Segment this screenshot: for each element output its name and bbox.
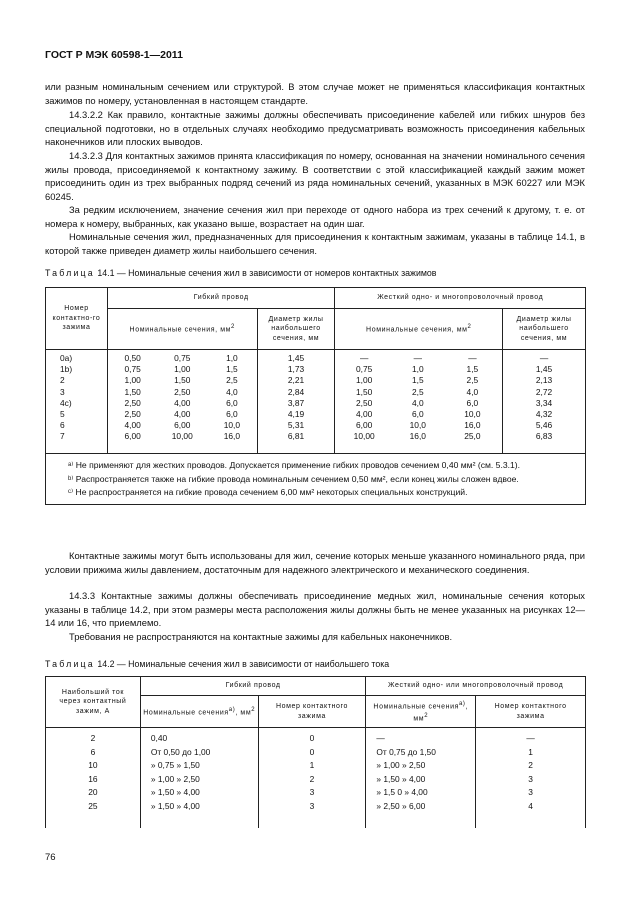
paragraph: Контактные зажимы могут быть использованы для жил, сечение которых меньше указанного номинального ряда, при условии прижима жилы давлением, достаточным для надежного электрического и механического соединения.: [45, 550, 585, 575]
col-flex-sections: 0,40 От 0,50 до 1,00 » 0,75 » 1,50 » 1,00 » 2,50 » 1,50 » 4,00 » 1,50 » 4,00: [140, 728, 258, 828]
col-number: 0a) 1b) 2 3 4c) 5 6 7: [46, 350, 108, 454]
footnote-a: ᵃ⁾ Не применяют для жестких проводов. Допускается применение гибких проводов сечением 0,40 мм² (см. 5.3.1).: [68, 460, 521, 470]
header-number: Номер контактно-го зажима: [46, 288, 108, 350]
header-sections: [335, 309, 503, 350]
col-rigid-1: — 0,75 1,00 1,50 2,50 4,00 6,00 10,00: [335, 350, 393, 454]
header-sup: 2: [467, 324, 472, 331]
header-footnote-mark: а): [459, 700, 466, 707]
header-rigid: Жесткий одно- или многопроволочный провод: [366, 677, 586, 696]
paragraph: 14.3.3 Контактные зажимы должны обеспечивать присоединение медных жил, номинальные сечения которых указаны в таблице 14.2, при этом размеры места расположения жилы должны быть не менее указанных на рисунках 12—14 или 16, что приемлемо.: [45, 590, 585, 628]
col-rigid-sections: — От 0,75 до 1,50 » 1,00 » 2,50 » 1,50 » 4,00 » 1,5 0 » 4,00 » 2,50 » 6,00: [366, 728, 476, 828]
table-caption: [45, 268, 436, 278]
col-rigid-clamp: — 1 2 3 3 4: [476, 728, 586, 828]
paragraph: Требования не распространяются на контактные зажимы для кабельных наконечников.: [69, 631, 453, 642]
header-rigid: Жесткий одно- и многопроволочный провод: [335, 288, 586, 309]
header-current: Наибольший ток через контактный зажим, А: [46, 677, 141, 728]
header-sections: [140, 696, 258, 728]
paragraph: 14.3.2.3 Для контактных зажимов принята классификация по номеру, основанная на значении номинального сечения жилы провода, присоединяемой к контактному зажиму. В соответствии с этой классификацией каждый зажим может присоединить один из трех выбранных подряд сечений из ряда номинальных сечений, указанных в МЭК 60227 или МЭК 60245.: [45, 150, 585, 202]
col-rigid-3: — 1,5 2,5 4,0 6,0 10,0 16,0 25,0: [443, 350, 503, 454]
header-sup: 2: [251, 706, 256, 713]
col-flex-clamp: 0 0 1 2 3 3: [258, 728, 366, 828]
header-sections-text: Номинальные сечения: [373, 703, 459, 710]
header-sup: 2: [231, 324, 235, 331]
header-flexible: Гибкий провод: [140, 677, 366, 696]
paragraph: или разным номинальным сечением или структурой. В этом случае может не применяться классификация контактных зажимов по номеру, установленная в настоящем стандарте.: [45, 81, 585, 106]
col-current: 2 6 10 16 20 25: [46, 728, 141, 828]
header-sup: 2: [424, 712, 429, 719]
col-flex-3: 1,0 1,5 2,5 4,0 6,0 6,0 10,0 16,0: [207, 350, 257, 454]
header-clamp-number: Номер контактного зажима: [258, 696, 366, 728]
header-diameter: Диаметр жилы наибольшего сечения, мм: [503, 309, 586, 350]
table-notes: [46, 454, 586, 505]
header-flexible: Гибкий провод: [107, 288, 335, 309]
col-rigid-diameter: — 1,45 2,13 2,72 3,34 4,32 5,46 6,83: [503, 350, 586, 454]
table-caption: [45, 659, 389, 669]
header-diameter: Диаметр жилы наибольшего сечения, мм: [257, 309, 335, 350]
header-sections-text: Номинальные сечения, мм: [366, 326, 468, 334]
caption-text: 14.1 — Номинальные сечения жил в зависимости от номеров контактных зажимов: [94, 268, 437, 278]
header-sections-text: Номинальные сечения: [143, 708, 229, 716]
caption-text: 14.2 — Номинальные сечения жил в зависимости от наибольшего тока: [94, 659, 390, 669]
footnote-b: ᵇ⁾ Распространяется также на гибкие провода номинальным сечением 0,50 мм², если конец жилы сложен вдвое.: [68, 473, 519, 484]
col-flex-diameter: 1,45 1,73 2,21 2,84 3,87 4,19 5,31 6,81: [257, 350, 335, 454]
header-sections: [107, 309, 257, 350]
header-unit: , мм: [413, 703, 469, 722]
header-unit: , мм: [235, 708, 252, 716]
caption-label: Таблица: [45, 268, 95, 278]
paragraph: За редким исключением, значение сечения жил при переходе от одного набора из трех сечений к другому, т. е. от номера к номеру, выбранных, как указано выше, возрастает на один шаг.: [45, 204, 585, 229]
page-number: 76: [45, 852, 56, 863]
header-clamp-number: Номер контактного зажима: [476, 696, 586, 728]
caption-label: Таблица: [45, 659, 95, 669]
paragraph: Номинальные сечения жил, предназначенных для присоединения к контактным зажимам, указаны в таблице 14.1, в которой также приведен диаметр жилы наибольшего сечения.: [45, 231, 585, 256]
footnote-c: ᶜ⁾ Не распространяется на гибкие провода сечением 6,00 мм² некоторых специальных конструкций.: [68, 487, 468, 497]
header-sections: [366, 696, 476, 728]
table-14-1: [45, 287, 586, 505]
header-sections-text: Номинальные сечения, мм: [129, 326, 232, 334]
table-14-2: [45, 676, 586, 828]
header-footnote-mark: а): [228, 706, 236, 713]
col-flex-2: 0,75 1,00 1,50 2,50 4,00 4,00 6,00 10,00: [171, 353, 193, 442]
paragraph: 14.3.2.2 Как правило, контактные зажимы должны обеспечивать присоединение кабелей или гибких шнуров без специальной подготовки, но в отдельных случаях необходимо предусматривать возможность присоединения кабельных наконечников или плоских выводов.: [45, 109, 585, 147]
col-rigid-2: — 1,0 1,5 2,5 4,0 6,0 10,0 16,0: [409, 353, 426, 442]
col-flex-1: 0,50 0,75 1,00 1,50 2,50 2,50 4,00 6,00: [107, 350, 157, 454]
document-header: ГОСТ Р МЭК 60598-1—2011: [45, 49, 183, 61]
